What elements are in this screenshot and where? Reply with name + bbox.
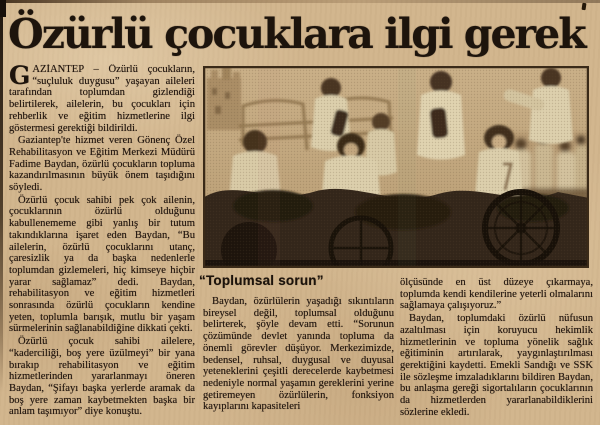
halftone-overlay	[203, 66, 589, 268]
headline: Özürlü çocuklara ilgi gerek	[8, 10, 585, 58]
paragraph: Özürlü çocuk sahibi pek çok ailenin, çocuklarının özürlü olduğunu kabullenememe gibi yanlış bir tutum takındıklarına işaret eden Baydan, “Bu ailelerin, özürlü çocuklarını utanç, çaresizlik ya da başka nedenlerle toplumdan gizlemeleri, hiç kimseye hiçbir yarar sağlamaz” dedi. Baydan, rehabilitasyon ve eğitim hizmetleri sonrasında özürlü çocukların kendine yeten, toplumla barışık, mutlu bir yaşam sürmelerinin sağlanabildiğine dikkati çekti.	[9, 194, 195, 335]
article-photo	[203, 66, 589, 268]
drop-cap: G	[9, 64, 31, 90]
paragraph: Baydan, toplumdaki özürlü nüfusun azaltılması için koruyucu hekimlik hizmetlerinin ve topluma yönelik sağlık eğitiminin artırılarak, yaygınlaştırılması gerektiğini kaydetti. Emekli Sandığı ve SSK ile sözleşme imzaladıklarını bildiren Baydan, bu anlaşma gereği sigortalıların çocuklarının da hizmetlerden yararlanabildiklerini sözlerine ekledi.	[400, 313, 593, 418]
scan-edge-top	[0, 0, 600, 3]
scan-edge-left	[0, 0, 3, 392]
article-column-left	[9, 64, 195, 423]
article-column-right	[400, 277, 593, 424]
article-photo-illustration	[203, 66, 589, 268]
lead-paragraph	[9, 64, 195, 134]
paragraph: Baydan, özürlülerin yaşadığı sıkıntıların bireysel değil, toplumsal olduğunu belirterek, şöyle devam etti. “Sorunun çözümünde devlet yanında topluma da önemli görevler düşüyor. Merkezimizde, bedensel, ruhsal, duygusal ve duyusal yeteneklerini çeşitli derecelerde kaybetmesi nedeniyle normal yaşamın gereklerini yerine getiremeyen özürlülerin, fonksiyon kayıplarını kapasiteleri	[203, 296, 394, 413]
paragraph: Gaziantep'te hizmet veren Gönenç Özel Rehabilitasyon ve Eğitim Merkezi Müdürü Fadime Baydan, özürlü çocukların topluma kazandırılmasının büyük önem taşıdığını söyledi.	[9, 135, 195, 194]
paragraph: ölçüsünde en üst düzeye çıkarmaya, toplumda kendi kendilerine yeterli olmalarını sağlamaya çalışıyoruz.”	[400, 277, 593, 312]
photo-caption: “Toplumsal sorun”	[199, 273, 324, 288]
lead-paragraph-text: AZİANTEP – Özürlü çocukların, “suçluluk duygusu” yaşayan aileleri tarafından toplumdan gizlendiği belirtilerek, ailelerin, bu çocukları için rehberlik ve eğitim hizmetlerine ilgi göstermesi gerektiği bildirildi.	[9, 64, 195, 134]
paragraph: Özürlü çocuk sahibi ailelere, “kaderciliği, boş yere üzülmeyi” bir yana bırakıp rehabilitasyon ve eğitim hizmetlerinden yararlanmayı öneren Baydan, “Şifayı başka yerlerde aramak da boş yere zaman kaybetmekten başka bir anlam taşımıyor” diye konuştu.	[9, 336, 195, 418]
article-column-middle	[203, 296, 394, 423]
scan-corner-mark	[0, 0, 6, 17]
